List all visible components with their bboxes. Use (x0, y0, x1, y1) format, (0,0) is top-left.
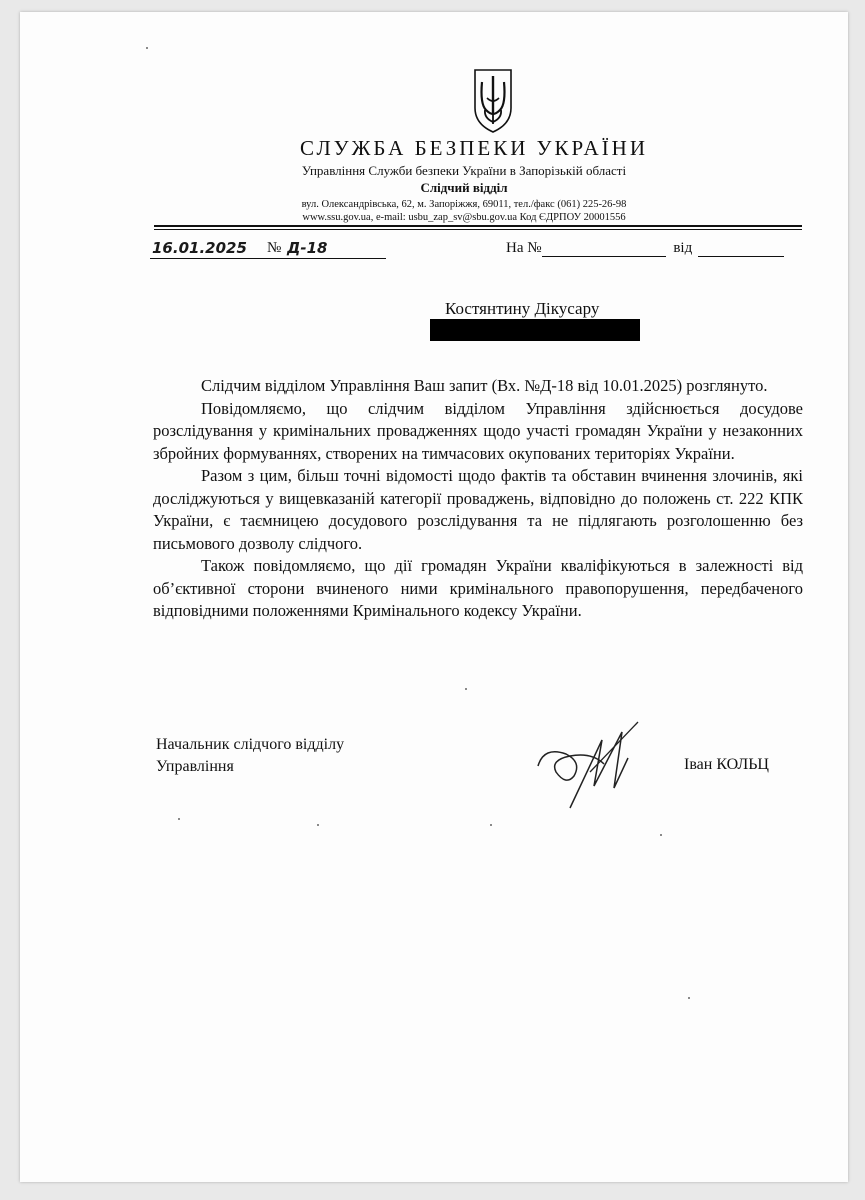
recipient-name: Костянтину Дікусару (445, 299, 600, 318)
scan-speck (660, 834, 662, 836)
incoming-reference (506, 240, 784, 257)
trident-coat-of-arms-icon (472, 68, 514, 134)
signatory-position (156, 734, 344, 778)
header-rule-thin (154, 229, 802, 230)
letter-page (20, 12, 848, 1182)
scan-speck (465, 688, 467, 690)
org-department: Слідчий відділ (420, 180, 508, 195)
org-address: вул. Олександрівська, 62, м. Запоріжжя, 69011, тел./факс (061) 225-26-98 (301, 199, 627, 210)
scan-speck (317, 824, 319, 826)
redacted-block (430, 319, 640, 341)
handwritten-signature-icon (530, 714, 650, 814)
number-label: № (267, 240, 282, 256)
org-title: СЛУЖБА БЕЗПЕКИ УКРАЇНИ (299, 136, 649, 160)
signatory-name: Іван КОЛЬЦ (684, 756, 769, 773)
header-rule (154, 225, 802, 227)
outgoing-date: 16.01.2025 (152, 239, 247, 257)
body-paragraph: Також повідомляємо, що дії громадян України кваліфікуються в залежності від об’єктивної сторони вчиненого ними кримінального правопорушення, передбаченого відповідними положеннями Кримінального кодексу України. (153, 556, 803, 620)
outgoing-number: Д-18 (287, 239, 328, 257)
reply-number-line (542, 240, 666, 257)
letter-body (153, 375, 803, 623)
scan-speck (178, 818, 180, 820)
scan-speck (146, 47, 148, 49)
reply-date-line (698, 240, 784, 257)
signatory-title-line2: Управління (156, 758, 234, 775)
body-paragraph: Разом з цим, більш точні відомості щодо фактів та обставин вчинення злочинів, які досліджуються у вищевказаній категорії проваджень, відповідно до положень ст. 222 КПК України, є таємницею досудового розслідування та не підлягають розголошенню без письмового дозволу слідчого. (153, 466, 803, 553)
scan-speck (490, 824, 492, 826)
body-paragraph: Слідчим відділом Управління Ваш запит (Вх. №Д-18 від 10.01.2025) розглянуто. (201, 376, 768, 395)
from-label: від (673, 240, 693, 256)
outgoing-registration (150, 240, 386, 259)
signatory-title-line1: Начальник слідчого відділу (156, 736, 345, 753)
scan-speck (688, 997, 690, 999)
reply-label: На № (506, 240, 542, 256)
body-paragraph: Повідомляємо, що слідчим відділом Управління здійснюється досудове розслідування у кримінальних провадженнях щодо участі громадян України у незаконних збройних формуваннях, створених на тимчасових окупованих територіях України. (153, 398, 803, 463)
org-contacts: www.ssu.gov.ua, e-mail: usbu_zap_sv@sbu.gov.ua Код ЄДРПОУ 20001556 (302, 212, 626, 223)
org-subtitle: Управління Служби безпеки України в Запорізькій області (301, 163, 627, 178)
